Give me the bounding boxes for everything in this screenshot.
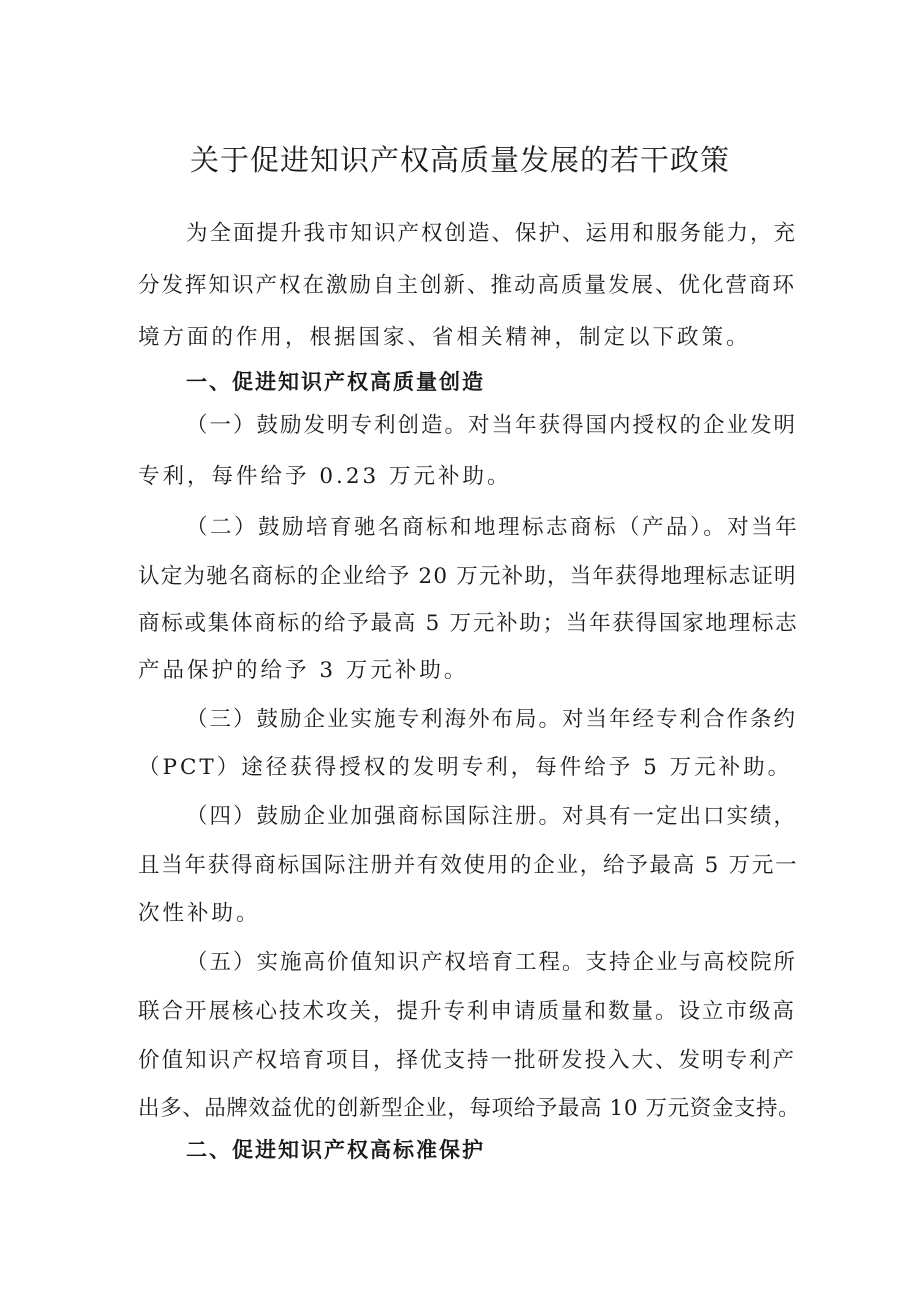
item5-line-3: 价值知识产权培育项目，择优支持一批研发投入大、发明专利产 xyxy=(138,1048,797,1073)
item5-line-1: （五）实施高价值知识产权培育工程。支持企业与高校院所 xyxy=(186,950,798,975)
item4-line-1: （四）鼓励企业加强商标国际注册。对具有一定出口实绩， xyxy=(186,804,798,829)
item2-line-1: （二）鼓励培育驰名商标和地理标志商标（产品）。对当年 xyxy=(186,515,800,540)
section-heading-1: 一、促进知识产权高质量创造 xyxy=(186,370,485,394)
item2-line-4: 产品保护的给予 3 万元补助。 xyxy=(138,658,469,683)
item1-line-2: 专利，每件给予 0.23 万元补助。 xyxy=(138,464,512,489)
item3-line-2: （PCT）途径获得授权的发明专利，每件给予 5 万元补助。 xyxy=(138,755,793,780)
item3-line-1: （三）鼓励企业实施专利海外布局。对当年经专利合作条约 xyxy=(186,707,798,732)
item2-line-2: 认定为驰名商标的企业给予 20 万元补助，当年获得地理标志证明 xyxy=(138,564,797,589)
section-heading-2: 二、促进知识产权高标准保护 xyxy=(186,1138,485,1162)
document-title: 关于促进知识产权高质量发展的若干政策 xyxy=(189,143,730,177)
item2-line-3: 商标或集体商标的给予最高 5 万元补助；当年获得国家地理标志 xyxy=(138,611,799,636)
intro-line-2: 分发挥知识产权在激励自主创新、推动高质量发展、优化营商环 xyxy=(138,273,797,298)
intro-line-1: 为全面提升我市知识产权创造、保护、运用和服务能力，充 xyxy=(186,221,798,246)
item5-line-2: 联合开展核心技术攻关，提升专利申请质量和数量。设立市级高 xyxy=(138,999,797,1024)
item1-line-1: （一）鼓励发明专利创造。对当年获得国内授权的企业发明 xyxy=(186,413,798,438)
item4-line-2: 且当年获得商标国际注册并有效使用的企业，给予最高 5 万元一 xyxy=(138,853,799,878)
intro-line-3: 境方面的作用，根据国家、省相关精神，制定以下政策。 xyxy=(138,325,751,350)
item4-line-3: 次性补助。 xyxy=(138,901,261,926)
item5-line-4: 出多、品牌效益优的创新型企业，每项给予最高 10 万元资金支持。 xyxy=(138,1096,801,1121)
